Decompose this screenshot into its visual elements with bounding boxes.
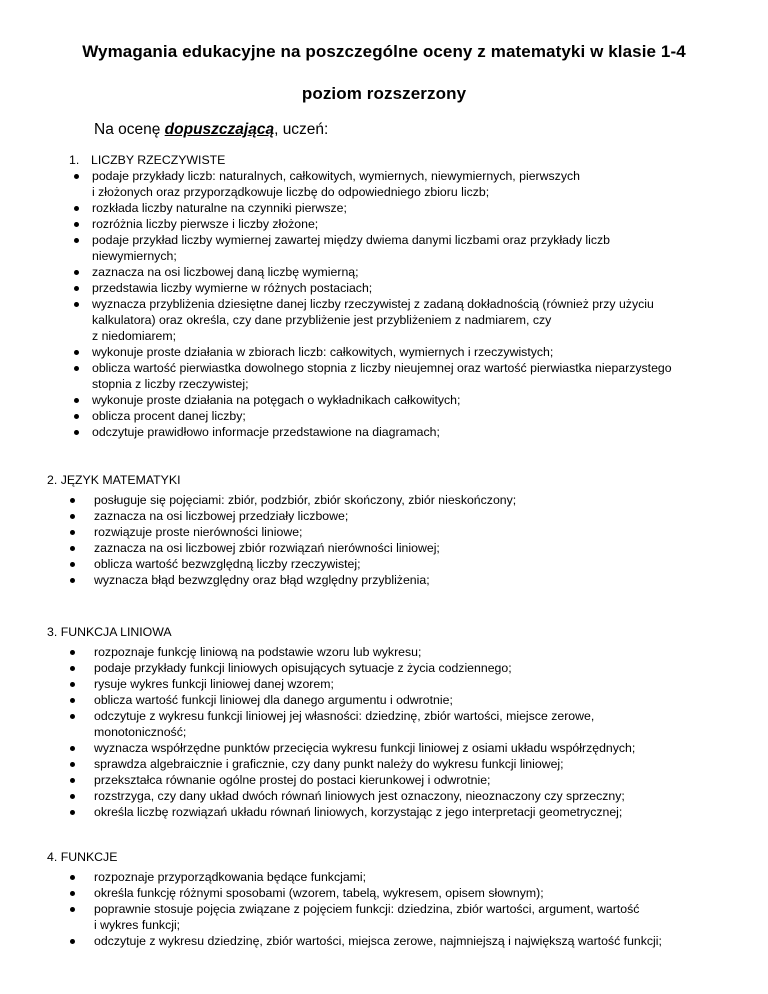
list-item-text: poprawnie stosuje pojęcia związane z pojęciem funkcji: dziedzina, zbiór wartości, argument, wartość	[94, 902, 640, 916]
bullet-icon	[74, 206, 79, 211]
requirement-list	[94, 869, 754, 949]
document-subtitle: poziom rozszerzony	[301, 84, 467, 103]
bullet-icon	[70, 746, 75, 751]
bullet-icon	[74, 366, 79, 371]
list-item	[94, 756, 754, 772]
list-item	[94, 676, 754, 692]
list-item-text: wykonuje proste działania w zbiorach liczb: całkowitych, wymiernych i rzeczywistych;	[92, 345, 554, 359]
list-item-text: przedstawia liczby wymierne w różnych postaciach;	[92, 281, 373, 295]
bullet-icon	[70, 891, 75, 896]
bullet-icon	[74, 398, 79, 403]
bullet-icon	[74, 238, 79, 243]
list-item-text: niewymiernych;	[92, 249, 177, 263]
requirement-list	[94, 644, 754, 820]
section-number: 2.	[47, 473, 58, 487]
bullet-icon	[70, 875, 75, 880]
list-item-text: i złożonych oraz przyporządkowuje liczbę do odpowiedniego zbioru liczb;	[92, 185, 490, 199]
list-item-text: wyznacza współrzędne punktów przecięcia wykresu funkcji liniowej z osiami układu współrzędnych;	[94, 741, 636, 755]
list-item	[92, 360, 752, 392]
list-item	[94, 869, 754, 885]
list-item	[92, 232, 752, 264]
grade-intro	[94, 121, 328, 139]
bullet-icon	[70, 666, 75, 671]
list-item	[92, 392, 752, 408]
list-item-text: rozpoznaje przyporządkowania będące funkcjami;	[94, 870, 367, 884]
list-item	[94, 901, 754, 933]
list-item-text: kalkulatora) oraz określa, czy dane przybliżenie jest przybliżeniem z nadmiarem, czy	[92, 313, 552, 327]
bullet-icon	[74, 350, 79, 355]
bullet-icon	[70, 907, 75, 912]
section-title: FUNKCJE	[60, 850, 118, 864]
list-item	[92, 344, 752, 360]
bullet-icon	[70, 562, 75, 567]
bullet-icon	[74, 286, 79, 291]
list-item	[92, 216, 752, 232]
bullet-icon	[70, 498, 75, 503]
grade-name: dopuszczającą	[164, 121, 275, 138]
list-item	[92, 280, 752, 296]
list-item-text: i wykres funkcji;	[94, 918, 181, 932]
bullet-icon	[74, 414, 79, 419]
list-item-text: oblicza procent danej liczby;	[92, 409, 246, 423]
list-item	[94, 644, 754, 660]
bullet-icon	[70, 939, 75, 944]
list-item-text: odczytuje z wykresu dziedzinę, zbiór wartości, miejsca zerowe, najmniejszą i największą wartość funkcji;	[94, 934, 662, 948]
section-title: LICZBY RZECZYWISTE	[91, 153, 226, 167]
bullet-icon	[74, 430, 79, 435]
list-item	[94, 933, 754, 949]
list-item	[94, 772, 754, 788]
bullet-icon	[70, 778, 75, 783]
section-heading	[47, 849, 117, 865]
list-item-text: zaznacza na osi liczbowej zbiór rozwiązań nierówności liniowej;	[94, 541, 440, 555]
bullet-icon	[74, 222, 79, 227]
list-item-text: przekształca równanie ogólne prostej do postaci kierunkowej i odwrotnie;	[94, 773, 491, 787]
list-item	[94, 492, 754, 508]
list-item-text: posługuje się pojęciami: zbiór, podzbiór, zbiór skończony, zbiór nieskończony;	[94, 493, 517, 507]
list-item-text: z niedomiarem;	[92, 329, 177, 343]
list-item	[92, 408, 752, 424]
list-item-text: zaznacza na osi liczbowej daną liczbę wymierną;	[92, 265, 359, 279]
list-item	[94, 708, 754, 740]
section-title: FUNKCJA LINIOWA	[60, 625, 172, 639]
list-item-text: określa funkcję różnymi sposobami (wzorem, tabelą, wykresem, opisem słownym);	[94, 886, 544, 900]
list-item-text: monotoniczność;	[94, 725, 187, 739]
list-item	[92, 200, 752, 216]
bullet-icon	[70, 810, 75, 815]
section-heading	[47, 472, 180, 488]
section-heading	[69, 152, 225, 168]
list-item-text: podaje przykłady liczb: naturalnych, całkowitych, wymiernych, niewymiernych, pierwszych	[92, 169, 580, 183]
bullet-icon	[70, 682, 75, 687]
list-item	[94, 692, 754, 708]
list-item	[94, 540, 754, 556]
section-number: 3.	[47, 625, 58, 639]
list-item-text: oblicza wartość bezwzględną liczby rzeczywistej;	[94, 557, 361, 571]
bullet-icon	[70, 714, 75, 719]
list-item	[94, 508, 754, 524]
list-item	[94, 572, 754, 588]
list-item-text: wyznacza błąd bezwzględny oraz błąd względny przybliżenia;	[94, 573, 430, 587]
list-item-text: wyznacza przybliżenia dziesiętne danej liczby rzeczywistej z zadaną dokładnością (również przy użyciu	[92, 297, 654, 311]
list-item	[92, 264, 752, 280]
bullet-icon	[70, 762, 75, 767]
list-item	[94, 660, 754, 676]
list-item-text: rozstrzyga, czy dany układ dwóch równań liniowych jest oznaczony, nieoznaczony czy sprzeczny;	[94, 789, 625, 803]
list-item-text: stopnia z liczby rzeczywistej;	[92, 377, 249, 391]
list-item	[94, 804, 754, 820]
section-title: JĘZYK MATEMATYKI	[60, 473, 181, 487]
list-item	[92, 296, 752, 344]
list-item-text: określa liczbę rozwiązań układu równań liniowych, korzystając z jego interpretacji geometrycznej;	[94, 805, 623, 819]
bullet-icon	[70, 698, 75, 703]
bullet-icon	[70, 794, 75, 799]
list-item	[94, 885, 754, 901]
list-item-text: podaje przykład liczby wymiernej zawartej między dwiema danymi liczbami oraz przykłady liczb	[92, 233, 611, 247]
list-item-text: wykonuje proste działania na potęgach o wykładnikach całkowitych;	[92, 393, 461, 407]
list-item	[94, 556, 754, 572]
list-item-text: podaje przykłady funkcji liniowych opisujących sytuacje z życia codziennego;	[94, 661, 512, 675]
intro-prefix: Na ocenę	[94, 121, 165, 138]
list-item-text: oblicza wartość pierwiastka dowolnego stopnia z liczby nieujemnej oraz wartość pierwiastka nieparzystego	[92, 361, 672, 375]
list-item-text: odczytuje prawidłowo informacje przedstawione na diagramach;	[92, 425, 440, 439]
list-item-text: zaznacza na osi liczbowej przedziały liczbowe;	[94, 509, 349, 523]
bullet-icon	[74, 270, 79, 275]
list-item-text: rozwiązuje proste nierówności liniowe;	[94, 525, 303, 539]
list-item	[94, 524, 754, 540]
bullet-icon	[70, 650, 75, 655]
document-title: Wymagania edukacyjne na poszczególne oceny z matematyki w klasie 1-4	[82, 42, 686, 61]
bullet-icon	[74, 302, 79, 307]
list-item-text: rozpoznaje funkcję liniową na podstawie wzoru lub wykresu;	[94, 645, 422, 659]
section-number: 4.	[47, 850, 58, 864]
list-item	[92, 424, 752, 440]
bullet-icon	[70, 578, 75, 583]
list-item-text: rysuje wykres funkcji liniowej danej wzorem;	[94, 677, 334, 691]
list-item	[94, 788, 754, 804]
section-number: 1.	[69, 153, 80, 167]
list-item-text: odczytuje z wykresu funkcji liniowej jej własności: dziedzinę, zbiór wartości, miejsce zerowe,	[94, 709, 595, 723]
intro-suffix: , uczeń:	[274, 121, 329, 138]
bullet-icon	[70, 514, 75, 519]
requirement-list	[92, 168, 752, 440]
requirement-list	[94, 492, 754, 588]
section-heading	[47, 624, 172, 640]
bullet-icon	[74, 174, 79, 179]
list-item	[94, 740, 754, 756]
list-item	[92, 168, 752, 200]
bullet-icon	[70, 546, 75, 551]
list-item-text: rozkłada liczby naturalne na czynniki pierwsze;	[92, 201, 347, 215]
list-item-text: sprawdza algebraicznie i graficznie, czy dany punkt należy do wykresu funkcji liniowej;	[94, 757, 564, 771]
bullet-icon	[70, 530, 75, 535]
list-item-text: oblicza wartość funkcji liniowej dla danego argumentu i odwrotnie;	[94, 693, 453, 707]
list-item-text: rozróżnia liczby pierwsze i liczby złożone;	[92, 217, 319, 231]
